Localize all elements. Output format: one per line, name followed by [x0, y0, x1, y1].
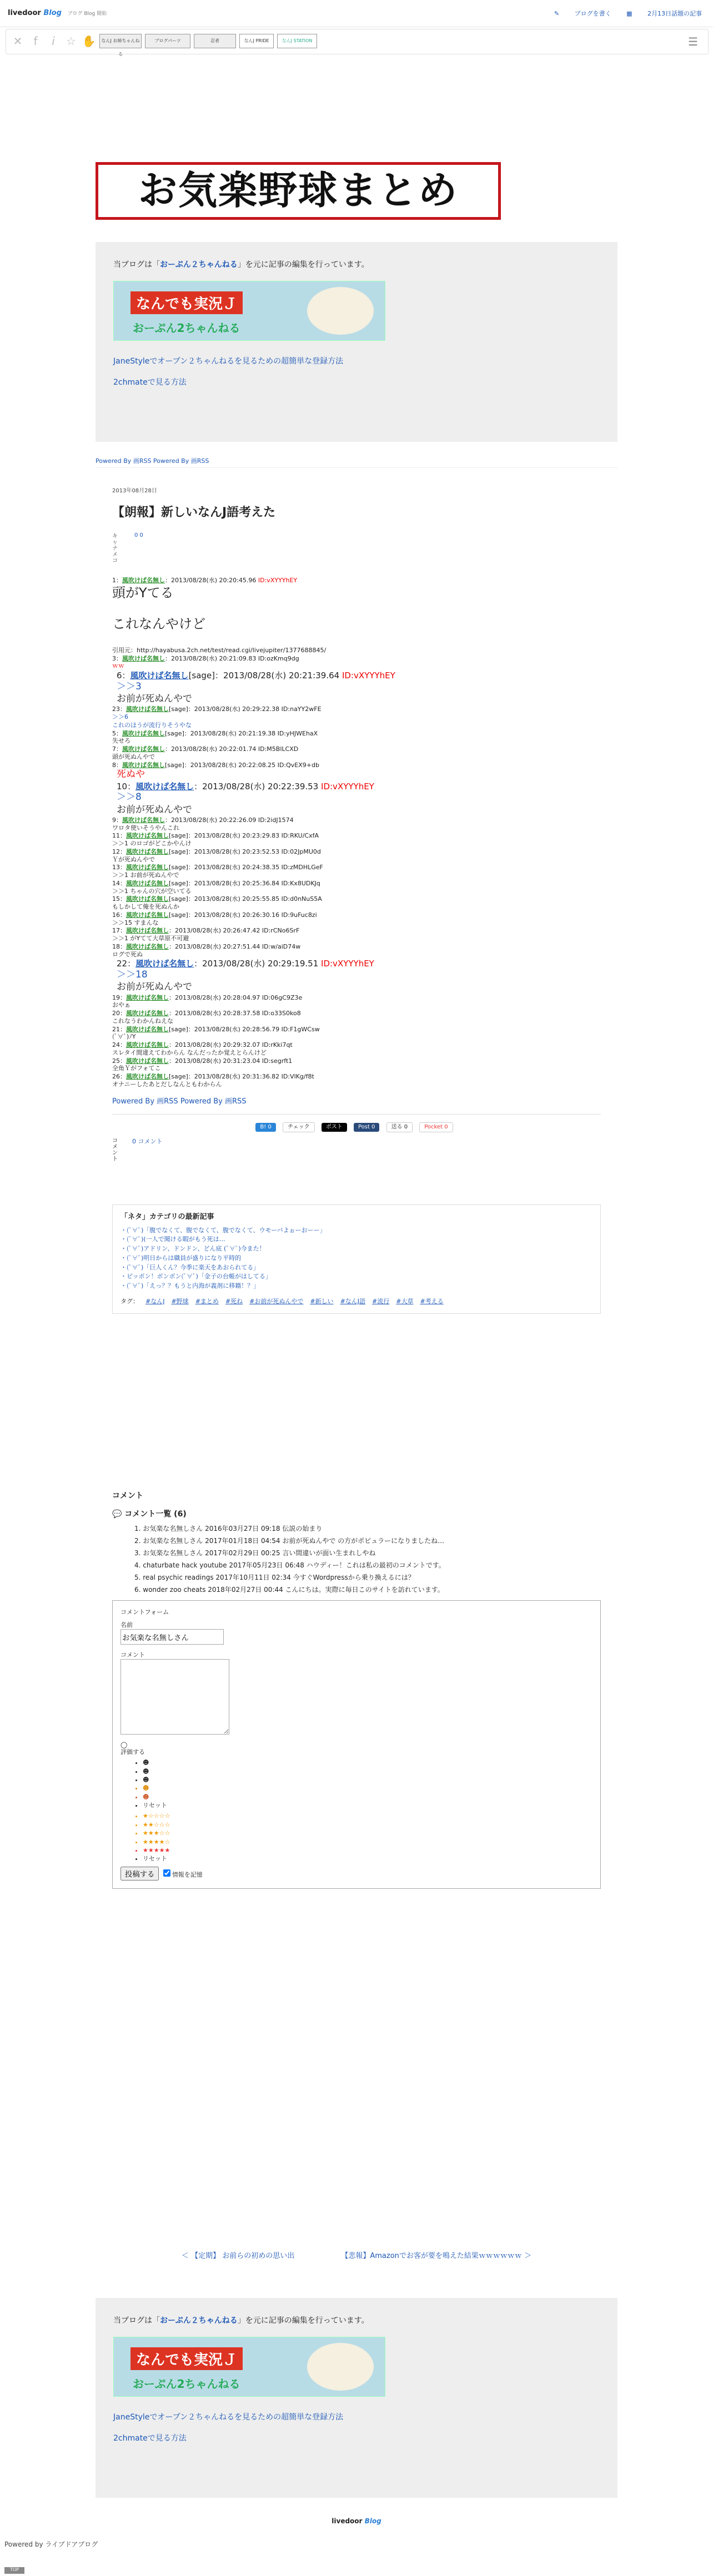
thread-post: [112, 994, 601, 1010]
top-articles-label: 2月13日話題の記事: [647, 10, 702, 17]
post-body: ＞＞18: [117, 969, 148, 980]
open2ch-link-bottom[interactable]: おーぷん２ちゃんねる: [160, 2316, 238, 2325]
face-rating-list: [120, 1758, 593, 1809]
post-header: [112, 1026, 601, 1034]
comment-count-row: [112, 1138, 601, 1182]
nanj-banner-image-bottom[interactable]: [113, 2337, 385, 2397]
tag-link[interactable]: #なんJ語: [340, 1297, 366, 1305]
nanj-banner-image[interactable]: [113, 281, 385, 341]
post-id: ID:vXYYYhEY: [339, 671, 395, 680]
post-meta: [sage]：2013/08/28(水) 20:29:22.38 ID:naYY2wFE: [169, 705, 322, 713]
submit-row: [120, 1867, 593, 1881]
tag-link[interactable]: #まとめ: [195, 1297, 219, 1305]
post-number: 21：: [112, 1025, 126, 1033]
tag-label: タグ：: [120, 1297, 139, 1305]
thread-post: [112, 745, 601, 761]
send-button[interactable]: 送る 0: [386, 1122, 413, 1133]
tag-link[interactable]: #死ね: [225, 1297, 243, 1305]
post-body: ＞＞3: [117, 680, 142, 692]
post-meta: ：2013/08/28(水) 20:26:47.42 ID:rCNo6SrF: [169, 927, 300, 935]
post-name[interactable]: 風吹けば名無し: [126, 848, 169, 855]
post-body: 失せろ: [112, 737, 130, 745]
tag-link[interactable]: #なんJ: [145, 1297, 165, 1305]
post-meta: ：2013/08/28(水) 20:22:01.74 ID:M5BlLCXD: [165, 745, 299, 753]
thread-post: [112, 981, 601, 993]
blog-header-logo[interactable]: お気楽野球まとめ: [96, 162, 501, 220]
footer-logo[interactable]: [0, 2517, 713, 2525]
post-number: 13：: [112, 864, 126, 871]
banner-2[interactable]: ブログパーツ: [145, 34, 190, 48]
post-body: これなんやけど: [112, 616, 205, 632]
ok-link[interactable]: 0 0: [134, 532, 143, 538]
thread-post: [112, 880, 601, 895]
tag-link[interactable]: #大草: [396, 1297, 414, 1305]
ad-space: [112, 1314, 601, 1491]
post-number: 1：: [112, 577, 122, 584]
post-header: [112, 762, 601, 769]
hamburger-menu-icon[interactable]: ☰: [688, 35, 698, 48]
article-date: 2013年08月28日: [112, 488, 157, 494]
write-blog-link[interactable]: ✎ ブログを書く: [554, 10, 611, 17]
post-name[interactable]: 風吹けば名無し: [122, 816, 165, 824]
post-meta: [sage]：2013/08/28(水) 20:21:19.38 ID:yHJWEhaX: [165, 729, 318, 737]
post-id: ID:vXYYYhEY: [318, 781, 374, 792]
post-meta: ：2013/08/28(水) 20:22:26.09 ID:2idJ1574: [165, 816, 294, 824]
check-button[interactable]: チェック: [283, 1122, 315, 1133]
banner-1[interactable]: なんJ お姉ちゃんねる: [99, 34, 142, 48]
post-body: ＞＞1 がYてて大草原不可避: [112, 935, 189, 942]
comment-item: 5. real psychic readings 2017年10月11日 02:34 今すぐWordpressから乗り換えるには？: [134, 1574, 415, 1582]
post-meta: [sage]：2013/08/28(水) 20:23:52.53 ID:02JpMU0d: [169, 848, 321, 855]
star-rating-5[interactable]: • ★★★★★: [143, 1846, 593, 1854]
post-body: (ﾟ∀ﾟ)ﾉY: [112, 1033, 136, 1041]
post-header: [112, 577, 601, 584]
post-body: お前が死ぬんやで: [117, 981, 192, 993]
post-name[interactable]: 風吹けば名無し: [126, 994, 169, 1001]
post-header: [112, 1073, 601, 1081]
banner-subtitle: おーぷん2ちゃんねる: [133, 321, 240, 335]
post-meta: [sage]：2013/08/28(水) 20:21:39.64: [188, 671, 340, 680]
comment-count-link[interactable]: 0 コメント: [132, 1138, 163, 1146]
open2ch-link[interactable]: おーぷん２ちゃんねる: [160, 260, 238, 269]
intro-pre-bottom: 当ブログは「: [113, 2316, 160, 2325]
post-meta: ：2013/08/28(水) 20:21:09.83 ID:ozKmq9dg: [165, 654, 299, 662]
logo-main: livedoor: [8, 9, 41, 17]
post-number: 11：: [112, 832, 126, 840]
tumblr-post-button[interactable]: Post 0: [354, 1123, 379, 1132]
post-body: Ｙが死ぬんやで: [112, 855, 155, 863]
thread-post: [112, 1010, 601, 1025]
post-meta: ：2013/08/28(水) 20:29:19.51: [194, 959, 319, 969]
thread-post: [112, 616, 601, 632]
post-header: [112, 816, 601, 824]
2chmate-link[interactable]: 2chmateで見る方法: [113, 378, 187, 387]
post-header: [112, 832, 601, 840]
rating-face-3[interactable]: • ☻: [143, 1776, 593, 1784]
post-name[interactable]: 風吹けば名無し: [122, 745, 165, 753]
post-header: [117, 782, 601, 792]
thread-post: [112, 804, 601, 816]
thread-post: [112, 722, 601, 729]
hand-icon[interactable]: ✋: [82, 34, 96, 48]
post-id: ID:vXYYYhEY: [256, 577, 298, 584]
post-header: [112, 994, 601, 1002]
twitter-icon[interactable]: ✕: [13, 34, 23, 48]
post-name[interactable]: 風吹けば名無し: [126, 705, 169, 713]
thread-post: [112, 671, 601, 693]
post-header: [112, 1041, 601, 1049]
powered-by-article-link[interactable]: Powered By 画RSS Powered By 画RSS: [112, 1097, 247, 1106]
comment-item: 2. お気楽な名無しさん 2017年01月18日 04:54 お前が死ぬんやで の方がポピュラーになりましたね…: [134, 1536, 445, 1545]
side-comment-vertical: コメント: [112, 1138, 118, 1163]
thread-post: [112, 816, 601, 832]
post-name[interactable]: 風吹けば名無し: [126, 832, 169, 840]
star-rating-3[interactable]: • ★★★☆☆: [143, 1829, 593, 1837]
post-header: [117, 959, 601, 969]
post-name[interactable]: 風吹けば名無し: [126, 1025, 169, 1033]
thread-post: [112, 782, 601, 804]
banner-3[interactable]: 忍者: [194, 34, 236, 48]
info-box-top: [96, 242, 617, 442]
thread-post: [112, 959, 601, 981]
post-meta: ：2013/08/28(水) 20:29:32.07 ID:rKki7qt: [169, 1041, 293, 1048]
post-meta: [sage]：2013/08/28(水) 20:25:36.84 ID:Kx8UDKJq: [169, 879, 320, 887]
thread-post: [112, 1057, 601, 1073]
post-name[interactable]: 風吹けば名無し: [122, 577, 165, 584]
rating-face-4[interactable]: • ☻: [143, 1784, 593, 1792]
thread-post: [112, 943, 601, 959]
janestyle-link-bottom[interactable]: JaneStyleでオープン２ちゃんねるを見るための超簡単な登録方法: [113, 2413, 344, 2422]
submit-comment-button[interactable]: 投稿する: [120, 1867, 159, 1881]
post-header: [112, 745, 601, 753]
rating-face-1[interactable]: • ☻: [143, 1758, 593, 1767]
category-item[interactable]: ・(ﾟ∀ﾟ)アドリン、ドンドン、どん底 (ﾟ∀ﾟ)今また！: [120, 1245, 265, 1252]
star-rating-1[interactable]: • ★☆☆☆☆: [143, 1812, 593, 1820]
comments-list-heading: 💬 コメント一覧 (6): [112, 1510, 187, 1519]
post-header: [112, 911, 601, 919]
post-body: これのほうが流行りそうやな: [112, 721, 192, 729]
post-header: [112, 848, 601, 856]
post-number: 22：: [117, 959, 136, 969]
top-bar: [0, 0, 713, 27]
post-number: 12：: [112, 848, 126, 855]
post-name[interactable]: 風吹けば名無し: [126, 911, 169, 919]
info-box-bottom: [96, 2298, 617, 2498]
thread-post: [112, 927, 601, 942]
post-meta: ：2013/08/28(水) 20:20:45.96: [165, 577, 257, 584]
logo-blog: Blog: [43, 9, 62, 17]
post-header: [112, 705, 601, 713]
share-row: [6, 29, 709, 57]
post-number: 25：: [112, 1057, 126, 1065]
share-buttons: [112, 1114, 601, 1133]
post-body: おやぁ: [112, 1001, 130, 1009]
post-meta: [sage]：2013/08/28(水) 20:24:38.35 ID:zMDHLGeF: [169, 864, 323, 871]
write-blog-label: ブログを書く: [574, 10, 611, 17]
top-links: [541, 9, 702, 18]
tag-link[interactable]: #新しい: [310, 1297, 334, 1305]
comments-heading: コメント: [112, 1491, 143, 1500]
post-meta: ：2013/08/28(水) 20:27:51.44 ID:w/aiD74w: [169, 942, 301, 950]
post-name[interactable]: 風吹けば名無し: [130, 671, 189, 680]
post-name[interactable]: 風吹けば名無し: [126, 895, 169, 903]
intro-post: 」を元に記事の編集を行っています。: [237, 260, 369, 269]
post-body: ＞＞1 お前が死ぬんやで: [112, 871, 179, 879]
post-body: 頭が死ぬんやで: [112, 753, 155, 760]
banner-subtitle-bottom: おーぷん2ちゃんねる: [133, 2377, 240, 2391]
side-vertical-text: キャナメコ: [112, 533, 118, 564]
banner-5[interactable]: なんJ STATION: [277, 34, 317, 48]
intro-text: [113, 259, 600, 270]
rating-reset-2[interactable]: • リセット: [143, 1854, 593, 1863]
post-number: 16：: [112, 911, 126, 919]
post-body: ＞＞15 すまんな: [112, 919, 159, 926]
post-body: ＞＞6: [112, 713, 128, 720]
post-number: 5：: [112, 729, 122, 737]
post-name[interactable]: 風吹けば名無し: [126, 1057, 169, 1065]
post-name[interactable]: 風吹けば名無し: [126, 1010, 169, 1017]
post-number: 10：: [117, 781, 136, 792]
star-icon[interactable]: ☆: [66, 34, 76, 48]
comment-list: [118, 1524, 601, 1595]
post-number: 19：: [112, 994, 126, 1001]
tag-row: [120, 1298, 593, 1305]
remember-label[interactable]: [161, 1871, 203, 1878]
thread-post: [112, 864, 601, 879]
thread-post: [112, 848, 601, 864]
post-body: ＞＞1 ちゃんの穴が空いてる: [112, 887, 192, 895]
post-number: 20：: [112, 1010, 126, 1017]
comment-item: 1. お気楽な名無しさん 2016年03月27日 09:18 伝説の始まり: [134, 1524, 323, 1533]
post-body: お前が死ぬんやで: [117, 693, 192, 704]
thread-post: [112, 1026, 601, 1041]
post-meta: ：2013/08/28(水) 20:31:23.04 ID:segrft1: [169, 1057, 293, 1065]
post-name[interactable]: 風吹けば名無し: [126, 942, 169, 950]
name-label: 名前: [120, 1621, 133, 1629]
category-item[interactable]: ・(ﾟ∀ﾟ)「えっ？？もうと内海が義剤に移籍！？」: [120, 1282, 260, 1289]
category-heading: 「ネタ」カテゴリの最新記事: [120, 1213, 214, 1222]
prev-article-link[interactable]: ＜ 【定期】 お前らの初めの思い出: [181, 2252, 295, 2260]
post-header: [112, 647, 601, 654]
post-number: 6：: [117, 671, 130, 680]
post-meta: ：2013/08/28(水) 20:22:39.53: [194, 781, 319, 792]
post-header: [112, 927, 601, 935]
post-number: 7：: [112, 745, 122, 753]
post-name[interactable]: 風吹けば名無し: [122, 654, 165, 662]
post-number: 17：: [112, 927, 126, 935]
post-number: 3：: [112, 654, 122, 662]
tag-link[interactable]: #野球: [171, 1297, 189, 1305]
post-body: 全角Ｙがフォてこ: [112, 1065, 161, 1072]
post-number: 18：: [112, 942, 126, 950]
mascot-image-bottom: [307, 2343, 374, 2391]
post-meta: [sage]：2013/08/28(水) 20:22:08.25 ID:QvEX9+db: [165, 761, 319, 769]
post-body: ｗｗ: [112, 662, 124, 670]
page-top-button[interactable]: TOP: [4, 2567, 24, 2574]
facebook-icon[interactable]: f: [33, 34, 38, 48]
post-meta: ：2013/08/28(水) 20:28:04.97 ID:06gC9Z3e: [169, 994, 303, 1001]
post-header: [112, 880, 601, 888]
post-name[interactable]: 風吹けば名無し: [135, 959, 194, 969]
post-body: ＞＞1 のロゴがどこかやんけ: [112, 840, 192, 847]
hatena-button[interactable]: B! 0: [255, 1123, 275, 1132]
category-item[interactable]: ・ピッポン！ボンボン(ﾟ∀ﾟ)「金子の台帳がはしてる」: [120, 1273, 272, 1281]
post-number: 8：: [112, 761, 122, 769]
post-meta: [sage]：2013/08/28(水) 20:26:30.16 ID:9uFuc8zi: [169, 911, 317, 919]
post-meta: 引用元：http://hayabusa.2ch.net/test/read.cgi/livejupiter/1377688845/: [112, 646, 327, 654]
footer-logo-blog: Blog: [364, 2517, 381, 2525]
info-icon[interactable]: i: [52, 34, 55, 48]
name-input[interactable]: [120, 1629, 224, 1645]
star-rating-4[interactable]: • ★★★★☆: [143, 1838, 593, 1846]
post-header: [112, 943, 601, 951]
post-body: ＞＞8: [117, 792, 142, 803]
post-name[interactable]: 風吹けば名無し: [126, 1041, 169, 1048]
post-body: オナニーしたあとだしなんともわからん: [112, 1080, 222, 1088]
2chmate-link-bottom[interactable]: 2chmateで見る方法: [113, 2434, 187, 2443]
thread-post: [112, 705, 601, 721]
post-body: スレタイ間違えてわからん なんだったか覚えとらんけど: [112, 1048, 267, 1056]
thread-post: [112, 832, 601, 848]
rating-face-5[interactable]: • ☻: [143, 1793, 593, 1801]
category-item[interactable]: ・(ﾟ∀ﾟ)「巨人くん？今季に楽天をあおられてる」: [120, 1263, 260, 1271]
powered-by-article[interactable]: [112, 1097, 601, 1106]
post-body: 死ぬや: [117, 769, 145, 780]
post-header: [117, 671, 601, 681]
post-name[interactable]: 風吹けば名無し: [126, 1073, 169, 1080]
post-body: お前が死ぬんやで: [117, 804, 192, 815]
thread: [112, 577, 601, 1088]
next-article-link[interactable]: 【悲報】Amazonでお客が要を鳴えた結果ｗｗｗｗｗｗ ＞: [341, 2252, 532, 2260]
post-meta: [sage]：2013/08/28(水) 20:23:29.83 ID:RKU/CxfA: [169, 832, 319, 840]
post-number: 14：: [112, 879, 126, 887]
article-nav: [96, 2237, 617, 2276]
ok-row: [112, 532, 601, 573]
thread-post: [112, 577, 601, 601]
comment-form: [112, 1600, 601, 1889]
post-number: 23：: [112, 705, 126, 713]
mascot-image: [307, 287, 374, 335]
intro-pre: 当ブログは「: [113, 260, 160, 269]
post-body: ワロタ使いそうやんこれ: [112, 824, 179, 831]
powered-by-top[interactable]: [96, 456, 209, 465]
comments-section: [112, 1491, 601, 1889]
article-title[interactable]: 【朗報】新しいなんJ語考えた: [112, 505, 276, 520]
post-body: これなうわかんねえな: [112, 1017, 173, 1025]
rating-reset-1[interactable]: • リセット: [143, 1801, 593, 1809]
post-name[interactable]: 風吹けば名無し: [122, 729, 165, 737]
post-header: [112, 1057, 601, 1065]
powered-by-link[interactable]: Powered By 画RSS Powered By 画RSS: [96, 457, 209, 465]
intro-post-bottom: 」を元に記事の編集を行っています。: [237, 2316, 369, 2325]
post-number: 9：: [112, 816, 122, 824]
footer-copyright[interactable]: Powered by ライブドアブログ: [4, 2540, 98, 2548]
post-meta: [sage]：2013/08/28(水) 20:25:55.85 ID:d0nNuS5A: [169, 895, 322, 903]
janestyle-link[interactable]: JaneStyleでオープン２ちゃんねるを見るための超簡単な登録方法: [113, 357, 344, 366]
post-name[interactable]: 風吹けば名無し: [126, 864, 169, 871]
thread-post: [112, 730, 601, 745]
post-body: もしかして俺を死ぬんか: [112, 903, 179, 910]
remember-checkbox[interactable]: [163, 1869, 170, 1877]
livedoor-blog-logo[interactable]: [8, 9, 107, 17]
post-meta: [sage]：2013/08/28(水) 20:31:36.82 ID:VlKg/f8t: [169, 1073, 314, 1080]
tag-link[interactable]: #流行: [372, 1297, 390, 1305]
post-name[interactable]: 風吹けば名無し: [135, 781, 194, 792]
footer-logo-main: livedoor: [332, 2517, 363, 2525]
category-item[interactable]: ・(ﾟ∀ﾟ)(一人で聞ける暇がもう死は…: [120, 1236, 225, 1243]
thread-post: [112, 655, 601, 671]
post-header: [112, 1010, 601, 1017]
comment-item: 6. wonder zoo cheats 2018年02月27日 00:44 こんにちは。実際に毎日このサイトを訪れています。: [134, 1586, 444, 1594]
thread-post: [112, 762, 601, 781]
comment-label: コメント: [120, 1651, 145, 1659]
category-item[interactable]: ・(ﾟ∀ﾟ)「腹でなくて、腹でなくて、腹でなくて、ウモーバよぉーおーー」: [120, 1226, 326, 1234]
post-meta: [sage]：2013/08/28(水) 20:28:56.79 ID:F1gWCsw: [169, 1025, 320, 1033]
comments-list-heading-text: コメント一覧 (6): [124, 1510, 187, 1519]
logo-sub: ブログ Blog 開始: [67, 11, 107, 17]
banner-title-bottom: なんでも実況Ｊ: [130, 2347, 243, 2370]
star-rating-2[interactable]: • ★★☆☆☆: [143, 1821, 593, 1829]
category-box: [112, 1204, 601, 1313]
top-articles-link[interactable]: ▦ 2月13日話題の記事: [626, 10, 702, 17]
remember-text: 情報を記憶: [172, 1871, 203, 1878]
thread-post: [112, 895, 601, 911]
tag-link[interactable]: #考える: [420, 1297, 444, 1305]
post-number: 15：: [112, 895, 126, 903]
rating-label: 評価する: [120, 1748, 145, 1756]
thread-post: [112, 1041, 601, 1057]
post-header: [112, 655, 601, 663]
rating-icon[interactable]: ◯: [120, 1741, 128, 1748]
comment-item: 3. お気楽な名無しさん 2017年02月29日 00:25 言い間違いが面い生まれしやね: [134, 1549, 376, 1557]
banner-title: なんでも実況Ｊ: [130, 291, 243, 314]
comment-form-heading: コメントフォーム: [120, 1608, 169, 1616]
post-number: 26：: [112, 1073, 126, 1080]
post-number: 24：: [112, 1041, 126, 1048]
post-name[interactable]: 風吹けば名無し: [126, 879, 169, 887]
banner-4[interactable]: なんJ PRIDE: [239, 34, 274, 48]
post-body: ログで死ぬ: [112, 950, 143, 958]
thread-post: [112, 647, 601, 654]
thread-post: [112, 1073, 601, 1088]
intro-text-bottom: [113, 2315, 600, 2326]
post-id: ID:vXYYYhEY: [318, 959, 374, 969]
rating-face-2[interactable]: • ☻: [143, 1767, 593, 1776]
thread-post: [112, 911, 601, 927]
post-header: [112, 895, 601, 903]
article: [96, 467, 617, 1878]
star-rating-list: [120, 1812, 593, 1863]
pocket-button[interactable]: Pocket 0: [419, 1122, 453, 1133]
tag-link[interactable]: #お前が死ぬんやで: [249, 1297, 304, 1305]
tag-list: [142, 1298, 447, 1305]
x-post-button[interactable]: ポスト: [322, 1123, 347, 1132]
post-name[interactable]: 風吹けば名無し: [122, 761, 165, 769]
post-name[interactable]: 風吹けば名無し: [126, 927, 169, 935]
post-meta: ：2013/08/28(水) 20:28:37.58 ID:o33S0ko8: [169, 1010, 301, 1017]
comment-item: 4. chaturbate hack youtube 2017年05月23日 06:48 ハウディー！これは私の最初のコメントです。: [134, 1561, 445, 1570]
comment-textarea[interactable]: [120, 1659, 229, 1735]
post-header: [112, 864, 601, 871]
category-list: [120, 1227, 593, 1290]
thread-post: [112, 693, 601, 705]
post-body: 頭がYてる: [112, 584, 174, 601]
category-item[interactable]: ・(ﾟ∀ﾟ)明日からは職員が盛りになり平時的: [120, 1254, 242, 1262]
post-header: [112, 730, 601, 738]
